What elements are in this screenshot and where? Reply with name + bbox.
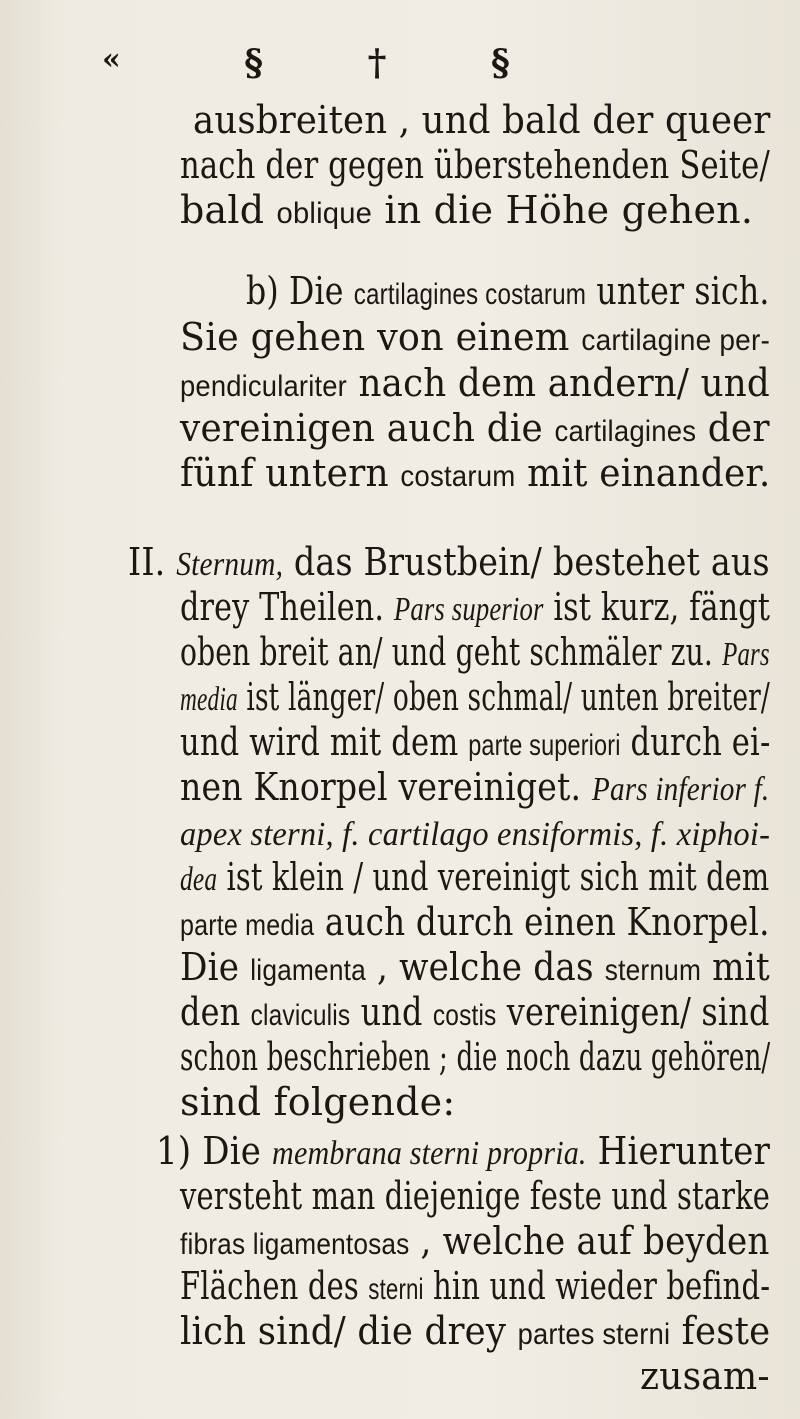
text-line: media ist länger/ oben schmal/ unten breiter/ bbox=[180, 674, 770, 719]
text-line: Sie gehen von einem cartilagine per- bbox=[180, 314, 771, 359]
text-line: versteht man diejenige feste und starke bbox=[180, 1173, 771, 1218]
text-line: schon beschrieben ; die noch dazu gehören/ bbox=[180, 1035, 771, 1080]
text-line: bald oblique in die Höhe gehen. bbox=[180, 188, 754, 233]
catchword: zusam- bbox=[640, 1354, 770, 1398]
signature-mark: § † § bbox=[244, 42, 556, 84]
text-line: oben breit an/ und geht schmäler zu. Pars bbox=[180, 629, 770, 674]
text-line: fünf untern costarum mit einander. bbox=[180, 451, 771, 496]
text-line: drey Theilen. Pars superior ist kurz, fängt bbox=[180, 584, 771, 629]
text-line: Die ligamenta , welche das sternum mit bbox=[180, 945, 770, 990]
text-line: dea ist klein / und vereinigt sich mit dem bbox=[180, 855, 770, 899]
text-line: sind folgende: bbox=[180, 1080, 456, 1125]
text-line: b) Die cartilagines costarum unter sich. bbox=[246, 268, 770, 313]
text-line: parte media auch durch einen Knorpel. bbox=[180, 900, 770, 945]
section-heading-line: II. Sternum, das Brustbein/ bestehet aus bbox=[128, 539, 770, 584]
text-line: und wird mit dem parte superiori durch ei- bbox=[180, 719, 771, 764]
text-line: nach der gegen überstehenden Seite/ bbox=[180, 143, 770, 187]
header-mark: « bbox=[102, 42, 121, 77]
text-line: apex sterni, f. cartilago ensiformis, f. xiphoi- bbox=[180, 816, 771, 853]
page-header bbox=[0, 42, 800, 94]
text-line: ausbreiten , und bald der queer bbox=[193, 98, 771, 142]
text-line: 1) Die membrana sterni propria. Hierunter bbox=[156, 1128, 771, 1173]
text-line: nen Knorpel vereiniget. Pars inferior f. bbox=[180, 765, 770, 809]
text-line: lich sind/ die drey partes sterni feste bbox=[180, 1308, 771, 1353]
text-line: fibras ligamentosas , welche auf beyden bbox=[180, 1218, 770, 1263]
text-line: Flächen des sterni hin und wieder befind- bbox=[180, 1263, 771, 1308]
text-line: pendiculariter nach dem andern/ und bbox=[180, 360, 770, 405]
text-line: vereinigen auch die cartilagines der bbox=[180, 406, 770, 451]
text-line: den claviculis und costis vereinigen/ sind bbox=[180, 990, 770, 1035]
